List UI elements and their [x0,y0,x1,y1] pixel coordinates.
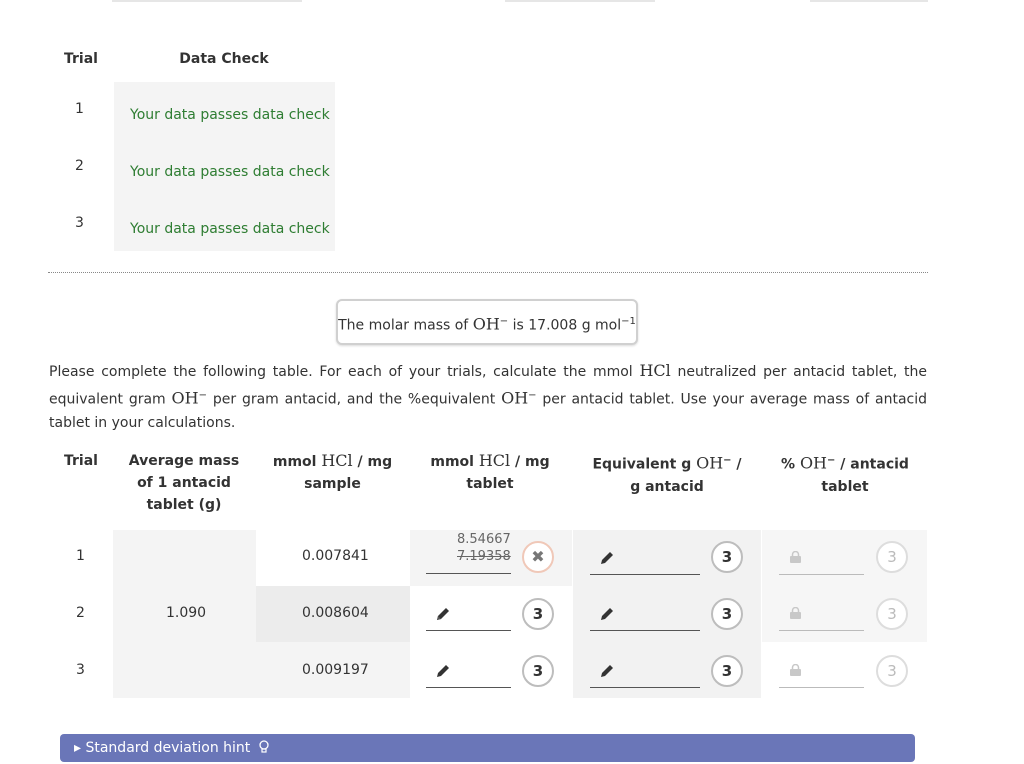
attempts-badge: 3 [876,541,908,573]
tablet-input-1[interactable] [426,573,511,574]
standard-deviation-hint-toggle[interactable] [60,734,915,762]
top-border [505,0,655,2]
lock-icon [790,664,801,676]
equiv-input-3[interactable] [590,687,700,688]
results-trial-2: 2 [76,605,85,621]
lightbulb-icon [259,740,269,754]
mmol-sample-2: 0.008604 [302,605,369,621]
hint-label: ▸ Standard deviation hint [74,740,251,756]
pencil-icon[interactable] [599,550,615,566]
attempts-badge: 3 [711,541,743,573]
molar-prefix: The molar mass of [338,317,473,334]
section-divider [48,272,928,273]
tablet-previous-1: 7.19358 [457,549,511,564]
hcl-formula: HCl [639,361,671,380]
results-trial-1: 1 [76,548,85,564]
incorrect-badge: ✖ [522,541,554,573]
avg-mass-value: 1.090 [166,605,207,621]
attempts-badge: 3 [711,655,743,687]
mmol-sample-header: mmol HCl / mg sample [272,451,393,492]
instructions-paragraph [49,359,927,435]
oh-formula: OH [171,388,199,408]
pencil-icon[interactable] [599,606,615,622]
tablet-input-3[interactable] [426,687,511,688]
top-border [112,0,302,2]
equiv-input-1[interactable] [590,574,700,575]
attempts-badge: 3 [522,598,554,630]
percent-oh-header: % OH− / antacid tablet [781,453,909,495]
oh-formula: OH [472,314,500,334]
attempts-badge: 3 [876,655,908,687]
molar-suffix: is 17.008 g mol [508,317,622,334]
mmol-sample-3: 0.009197 [302,662,369,678]
attempts-badge: 3 [876,598,908,630]
top-border [810,0,928,2]
data-check-status-3: Your data passes data check [130,221,330,237]
mmol-sample-1: 0.007841 [302,548,369,564]
molar-exponent: −1 [621,316,636,327]
results-trial-3: 3 [76,662,85,678]
data-check-trial-header: Trial [64,51,98,67]
instr-text: Please complete the following table. For each of your trials, calculate the mmol [49,364,640,380]
lock-icon [790,607,801,619]
results-trial-header: Trial [64,453,98,469]
instr-text: neutralized per antacid tablet, the equivalent gram [49,364,927,408]
oh-charge: − [528,390,537,401]
data-check-header: Data Check [179,51,269,67]
tablet-answer-1: 8.54667 [457,532,511,547]
avg-mass-header: Average mass of 1 antacid tablet (g) [128,453,240,513]
data-check-trial-1: 1 [75,101,84,117]
lock-icon [790,551,801,563]
equiv-input-2[interactable] [590,630,700,631]
percent-input-2 [779,630,864,631]
attempts-badge: 3 [711,598,743,630]
oh-formula: OH [501,388,529,408]
data-check-trial-3: 3 [75,215,84,231]
instr-text: per gram antacid, and the %equivalent [207,391,502,408]
percent-input-1 [779,574,864,575]
pencil-icon[interactable] [599,663,615,679]
data-check-trial-2: 2 [75,158,84,174]
oh-charge: − [198,390,208,401]
pencil-icon[interactable] [435,663,451,679]
data-check-status-1: Your data passes data check [130,107,330,123]
equivalent-header: Equivalent g OH− / g antacid [592,453,742,495]
pencil-icon[interactable] [435,606,451,622]
mmol-tablet-header: mmol HCl / mg tablet [430,451,550,492]
tablet-input-2[interactable] [426,630,511,631]
molar-mass-box [336,299,638,345]
attempts-badge: 3 [522,655,554,687]
data-check-status-2: Your data passes data check [130,164,330,180]
oh-charge: − [499,316,509,327]
percent-input-3 [779,687,864,688]
instr-text: per antacid tablet. Use your average mass of antacid tablet in your calculations. [49,391,927,431]
